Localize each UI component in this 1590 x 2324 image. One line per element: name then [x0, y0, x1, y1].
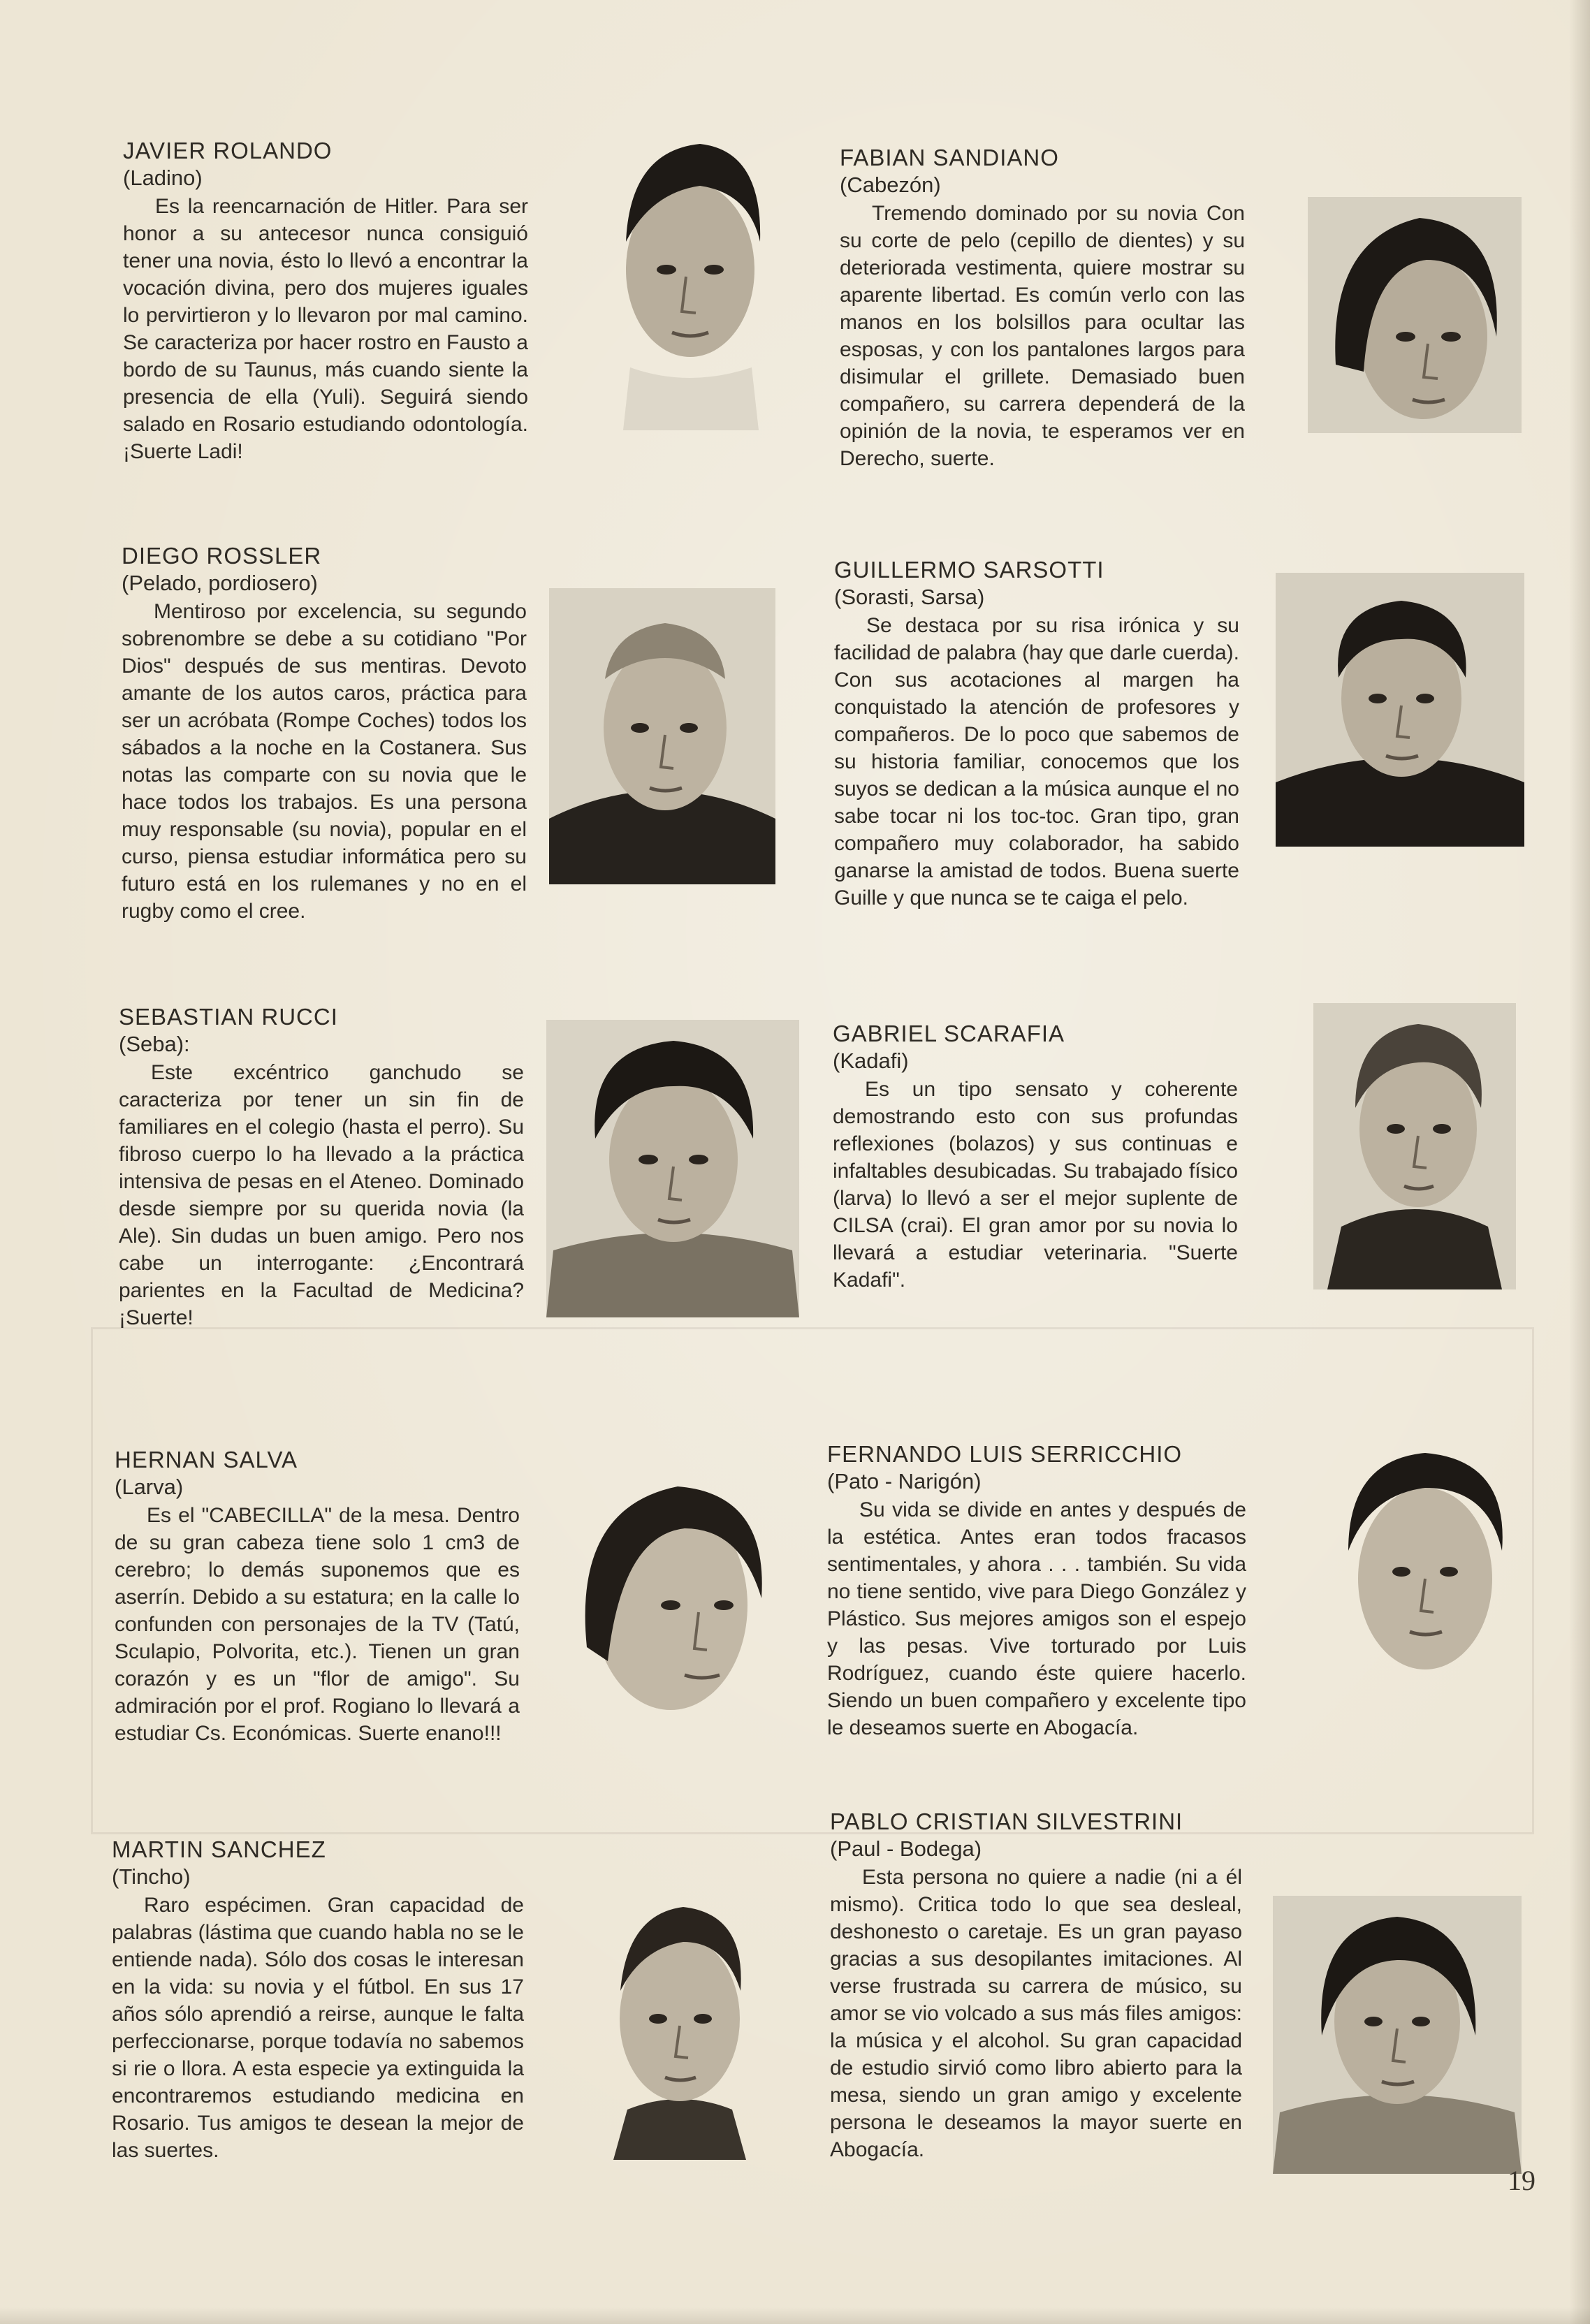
- student-entry: [834, 556, 1239, 912]
- page-bottom-shadow: [0, 2307, 1590, 2324]
- student-entry: [112, 1836, 524, 2164]
- student-name: HERNAN SALVA: [115, 1447, 298, 1472]
- student-name: GABRIEL SCARAFIA: [833, 1021, 1065, 1046]
- student-nickname: (Paul - Bodega): [830, 1836, 982, 1861]
- student-entry: [122, 542, 527, 925]
- student-nickname: (Pato - Narigón): [827, 1469, 982, 1493]
- student-portrait-photo: [585, 1886, 774, 2160]
- student-nickname: (Ladino): [123, 166, 203, 190]
- page-number: 19: [1508, 2165, 1536, 2196]
- student-bio: Este excéntrico ganchudo se caracteriza por tener un sin fin de familiares en el colegio (hasta el perro). Su fibroso cuerpo lo ha llevado a la práctica intensiva de pesas en el Ateneo. Dominado desde siempre por su querida novia (la Ale). Sin dudas un buen amigo. Pero nos cabe un interrogante: ¿Encontrará parientes en la Facultad de Medicina? ¡Suerte!: [119, 1061, 524, 1329]
- student-bio: Se destaca por su risa irónica y su facilidad de palabra (hay que darle cuerda). Con sus acotaciones al margen ha conquistado la atención de profesores y compañeros. De lo poco que sabemos de su historia familiar, conocemos que los suyos se dedican a la música aunque el no sabe tocar ni los toc-toc. Gran tipo, gran compañero muy colaborador, ha sabido ganarse la amistad de todos. Buena suerte Guille y que nunca se te caiga el pelo.: [834, 614, 1239, 909]
- student-portrait-photo: [1308, 197, 1522, 433]
- student-bio: Es la reencarnación de Hitler. Para ser honor a su antecesor nunca consiguió tener una novia, ésto lo llevó a encontrar la vocación divina, pero dos mujeres iguales lo pervirtieron y lo llevaron por mal camino. Se caracteriza por hacer rostro en Fausto a bordo de su Taunus, más cuando siente la presencia de ella (Yuli). Seguirá siendo salado en Rosario estudiando odontología. ¡Suerte Ladi!: [123, 195, 528, 463]
- student-bio: Es un tipo sensato y coherente demostrando esto con sus profundas reflexiones (bolazos) y sus continuas e infaltables desubicadas. Su trabajado físico (larva) lo llevó a ser el mejor suplente de CILSA (crai). El gran amor por su novia lo llevará a estudiar veterinaria. "Suerte Kadafi".: [833, 1078, 1238, 1292]
- student-nickname: (Cabezón): [840, 173, 941, 197]
- student-bio: Es el "CABECILLA" de la mesa. Dentro de su gran cabeza tiene solo 1 cm3 de cerebro; lo demás suponemos que es aserrín. Debido a su estatura; en la calle lo confunden con personajes de la TV (Tatú, Sculapio, Polvorita, etc.). Tienen un gran corazón y es un "flor de amigo". Su admiración por el prof. Rogiano lo llevará a estudiar Cs. Económicas. Suerte enano!!!: [115, 1504, 520, 1745]
- student-bio: Raro espécimen. Gran capacidad de palabras (lástima que cuando habla no se le entiende nada). Sólo dos cosas le interesan en la vida: su novia y el fútbol. En sus 17 años sólo aprendió a reirse, aunque le falta perfeccionarse, porque todavía no sabemos si rie o llora. A esta especie ya extinguida la encontraremos estudiando medicina en Rosario. Tus amigos te desean la mejor de las suertes.: [112, 1894, 524, 2162]
- student-entry: [830, 1808, 1242, 2163]
- student-bio: Esta persona no quiere a nadie (ni a él mismo). Critica todo lo que sea desleal, deshonesto o caretaje. Es un gran payaso gracias a sus desopilantes imitaciones. Al verse frustrada su carrera de músico, su amor se vio volcado a sus más files amigos: la música y el alcohol. Su gran capacidad de estudio sirvió como libro abierto para la mesa, siendo un gran amigo y excelente persona le deseamos la mayor suerte en Abogacía.: [830, 1866, 1242, 2161]
- student-name: PABLO CRISTIAN SILVESTRINI: [830, 1808, 1183, 1834]
- student-portrait-photo: [1273, 1896, 1522, 2174]
- student-portrait-photo: [566, 1466, 775, 1745]
- student-nickname: (Sorasti, Sarsa): [834, 585, 985, 609]
- student-nickname: (Tincho): [112, 1864, 191, 1889]
- student-entry: [115, 1446, 520, 1747]
- student-nickname: (Seba):: [119, 1032, 190, 1056]
- student-nickname: (Kadafi): [833, 1048, 909, 1073]
- student-portrait-photo: [1276, 573, 1524, 847]
- student-name: JAVIER ROLANDO: [123, 138, 333, 163]
- student-bio: Tremendo dominado por su novia Con su corte de pelo (cepillo de dientes) y su deteriorada vestimenta, quiere mostrar su aparente libertad. Es común verlo con las manos en los bolsillos para ocultar las esposas, y con los pantalones largos para disimular el grillete. Demasiado buen compañero, su carrera dependerá de la opinión de la novia, te esperamos ver en Derecho, suerte.: [840, 202, 1245, 470]
- student-bio: Mentiroso por excelencia, su segundo sobrenombre se debe a su cotidiano "Por Dios" después de sus mentiras. Devoto amante de los autos caros, práctica para ser un acróbata (Rompe Coches) todos los sábados a la noche en la Costanera. Sus notas las comparte con su novia que le hace todos los trabajos. Es una persona muy responsable (su novia), popular en el curso, piensa estudiar informática pero su futuro está en los rulemanes y no en el rugby como el cree.: [122, 600, 527, 923]
- student-name: SEBASTIAN RUCCI: [119, 1004, 338, 1030]
- student-nickname: (Larva): [115, 1475, 184, 1499]
- student-name: FERNANDO LUIS SERRICCHIO: [827, 1441, 1183, 1467]
- student-portrait-photo: [1334, 1446, 1516, 1699]
- student-entry: [119, 1003, 524, 1331]
- student-bio: Su vida se divide en antes y después de la estética. Antes eran todos fracasos sentimentales, y ahora . . . también. Su vida no tiene sentido, vive para Diego González y Plástico. Sus mejores amigos son el espejo y las pesas. Vive torturado por Luis Rodríguez, cuando éste quiere hacerlo. Siendo un buen compañero y excelente tipo le deseamos suerte en Abogacía.: [827, 1498, 1246, 1739]
- student-name: MARTIN SANCHEZ: [112, 1836, 326, 1862]
- student-nickname: (Pelado, pordiosero): [122, 571, 318, 595]
- student-entry: [833, 1020, 1238, 1294]
- student-portrait-photo: [546, 1020, 799, 1317]
- student-entry: [840, 144, 1245, 472]
- student-portrait-photo: [549, 588, 775, 884]
- student-entry: [123, 137, 528, 465]
- student-portrait-photo: [1313, 1003, 1516, 1289]
- student-name: DIEGO ROSSLER: [122, 543, 322, 569]
- student-entry: [827, 1440, 1246, 1741]
- student-name: GUILLERMO SARSOTTI: [834, 557, 1104, 583]
- student-name: FABIAN SANDIANO: [840, 145, 1059, 170]
- page-edge-shadow: [1569, 0, 1590, 2324]
- student-portrait-photo: [602, 137, 775, 437]
